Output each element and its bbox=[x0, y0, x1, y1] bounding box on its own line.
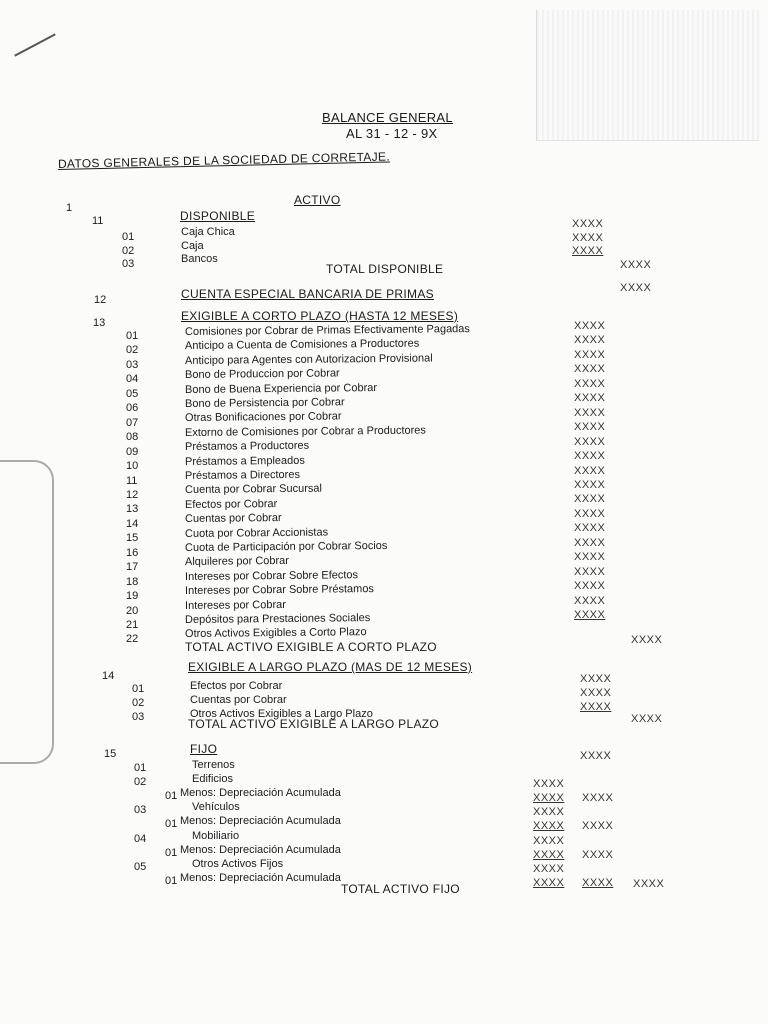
line-code: 05 bbox=[126, 387, 139, 400]
line-value: XXXX bbox=[533, 820, 565, 833]
line-code: 01 bbox=[165, 818, 178, 831]
company-subtitle: DATOS GENERALES DE LA SOCIEDAD DE CORRETAJE. bbox=[57, 149, 391, 171]
line-label: Anticipo para Agentes con Autorizacion Provisional bbox=[184, 352, 433, 367]
line-label: Bono de Produccion por Cobrar bbox=[184, 367, 340, 382]
total-fijo-label: TOTAL ACTIVO FIJO bbox=[341, 882, 460, 896]
total-corto-plazo-value: XXXX bbox=[631, 634, 663, 646]
net-value: XXXX bbox=[582, 876, 614, 889]
line-label: Intereses por Cobrar bbox=[184, 598, 286, 612]
line-code: 10 bbox=[126, 460, 139, 473]
line-label: Otros Activos Exigibles a Largo Plazo bbox=[190, 708, 373, 720]
line-code: 02 bbox=[126, 344, 139, 357]
line-code: 09 bbox=[126, 445, 139, 458]
line-code: 02 bbox=[134, 776, 147, 789]
line-value: XXXX bbox=[574, 363, 606, 376]
group-title-corto-plazo: EXIGIBLE A CORTO PLAZO (HASTA 12 MESES) bbox=[181, 309, 459, 323]
line-value: XXXX bbox=[572, 218, 604, 230]
line-value: XXXX bbox=[574, 406, 606, 419]
line-code: 03 bbox=[134, 804, 147, 817]
line-code: 22 bbox=[126, 633, 139, 646]
line-code: 04 bbox=[126, 373, 139, 386]
section-number: 1 bbox=[66, 202, 73, 214]
line-code: 14 bbox=[126, 517, 139, 530]
line-code: 01 bbox=[165, 790, 178, 803]
net-value: XXXX bbox=[582, 792, 614, 805]
line-label: Comisiones por Cobrar de Primas Efectivamente Pagadas bbox=[184, 323, 470, 338]
line-value: XXXX bbox=[574, 594, 606, 607]
line-label: Extorno de Comisiones por Cobrar a Productores bbox=[184, 424, 426, 439]
total-disponible-value: XXXX bbox=[620, 259, 652, 271]
line-value: XXXX bbox=[533, 778, 565, 791]
line-label: Préstamos a Directores bbox=[184, 468, 300, 482]
line-value: XXXX bbox=[574, 334, 606, 347]
line-value: XXXX bbox=[572, 245, 604, 257]
line-code: 03 bbox=[132, 711, 145, 723]
line-value: XXXX bbox=[574, 464, 606, 477]
line-code: 03 bbox=[126, 358, 139, 371]
line-label: Cuota por Cobrar Accionistas bbox=[184, 526, 329, 540]
line-code: 05 bbox=[134, 860, 147, 873]
binder-clip-shadow bbox=[0, 460, 54, 764]
line-code: 20 bbox=[126, 604, 139, 617]
line-label: Edificios bbox=[192, 773, 233, 786]
page-title: BALANCE GENERAL bbox=[322, 110, 453, 125]
line-label: Intereses por Cobrar Sobre Préstamos bbox=[184, 583, 374, 598]
line-value: XXXX bbox=[580, 687, 612, 699]
line-value: XXXX bbox=[574, 565, 606, 578]
line-value: XXXX bbox=[580, 750, 612, 762]
line-value: XXXX bbox=[574, 421, 606, 434]
total-corto-plazo-label: TOTAL ACTIVO EXIGIBLE A CORTO PLAZO bbox=[185, 640, 437, 654]
line-value: XXXX bbox=[574, 507, 606, 520]
group-title-fijo: FIJO bbox=[190, 742, 218, 756]
line-value: XXXX bbox=[574, 392, 606, 405]
line-code: 04 bbox=[134, 832, 147, 845]
line-code: 19 bbox=[126, 590, 139, 603]
line-value: XXXX bbox=[533, 834, 565, 847]
line-value: XXXX bbox=[572, 232, 604, 244]
line-code: 06 bbox=[126, 402, 139, 415]
line-label: Menos: Depreciación Acumulada bbox=[180, 815, 341, 828]
line-label: Otros Activos Fijos bbox=[192, 857, 284, 870]
line-label: Terrenos bbox=[192, 759, 235, 771]
line-value: XXXX bbox=[574, 450, 606, 463]
line-label: Cuota de Participación por Cobrar Socios bbox=[184, 539, 388, 554]
group-title-primas: CUENTA ESPECIAL BANCARIA DE PRIMAS bbox=[181, 287, 434, 301]
group-code: 14 bbox=[102, 670, 115, 682]
line-label: Préstamos a Productores bbox=[184, 439, 310, 454]
line-value: XXXX bbox=[533, 806, 565, 819]
line-label: Efectos por Cobrar bbox=[184, 497, 278, 511]
scan-artifact bbox=[536, 10, 759, 141]
line-label: Intereses por Cobrar Sobre Efectos bbox=[184, 568, 359, 583]
line-value: XXXX bbox=[533, 876, 565, 889]
line-code: 02 bbox=[132, 697, 145, 709]
line-value: XXXX bbox=[574, 435, 606, 448]
section-activo: ACTIVO bbox=[294, 193, 341, 207]
line-label: Bancos bbox=[181, 253, 218, 265]
line-value: XXXX bbox=[533, 848, 565, 861]
pen-mark bbox=[14, 33, 56, 56]
total-largo-plazo-label: TOTAL ACTIVO EXIGIBLE A LARGO PLAZO bbox=[188, 717, 440, 731]
line-label: Alquileres por Cobrar bbox=[184, 555, 289, 569]
line-code: 11 bbox=[126, 474, 138, 487]
line-label: Vehículos bbox=[192, 801, 240, 814]
line-value: XXXX bbox=[533, 862, 565, 875]
group-title-disponible: DISPONIBLE bbox=[180, 209, 256, 223]
line-label: Otros Activos Exigibles a Corto Plazo bbox=[184, 626, 367, 641]
net-value: XXXX bbox=[582, 848, 614, 861]
balance-date: AL 31 - 12 - 9X bbox=[346, 126, 438, 141]
primas-value: XXXX bbox=[620, 282, 652, 294]
line-value: XXXX bbox=[574, 536, 606, 549]
line-code: 15 bbox=[126, 532, 139, 545]
line-code: 12 bbox=[126, 488, 139, 501]
line-value: XXXX bbox=[574, 493, 606, 506]
line-code: 01 bbox=[122, 231, 135, 243]
line-code: 01 bbox=[134, 762, 147, 774]
line-code: 16 bbox=[126, 546, 139, 559]
line-value: XXXX bbox=[574, 377, 606, 390]
line-label: Mobiliario bbox=[192, 829, 240, 842]
line-value: XXXX bbox=[580, 673, 612, 685]
line-label: Préstamos a Empleados bbox=[184, 454, 305, 468]
line-label: Menos: Depreciación Acumulada bbox=[180, 871, 341, 884]
group-title-largo-plazo: EXIGIBLE A LARGO PLAZO (MAS DE 12 MESES) bbox=[188, 660, 473, 674]
line-code: 01 bbox=[126, 330, 139, 342]
line-value: XXXX bbox=[574, 522, 606, 535]
line-label: Menos: Depreciación Acumulada bbox=[180, 787, 341, 800]
line-label: Caja Chica bbox=[181, 226, 235, 238]
line-label: Anticipo a Cuenta de Comisiones a Productores bbox=[184, 337, 420, 353]
line-value: XXXX bbox=[574, 609, 606, 621]
line-value: XXXX bbox=[533, 792, 565, 805]
group-code: 15 bbox=[104, 748, 117, 760]
line-label: Caja bbox=[181, 240, 204, 252]
line-code: 21 bbox=[126, 619, 139, 631]
line-code: 08 bbox=[126, 431, 139, 444]
line-label: Cuenta por Cobrar Sucursal bbox=[184, 482, 323, 497]
total-disponible-label: TOTAL DISPONIBLE bbox=[326, 262, 444, 276]
net-value: XXXX bbox=[582, 820, 614, 833]
line-label: Bono de Persistencia por Cobrar bbox=[184, 396, 345, 410]
line-value: XXXX bbox=[574, 348, 606, 361]
line-value: XXXX bbox=[574, 320, 606, 332]
line-label: Bono de Buena Experiencia por Cobrar bbox=[184, 381, 378, 396]
line-code: 01 bbox=[165, 846, 178, 859]
line-code: 18 bbox=[126, 575, 139, 588]
line-value: XXXX bbox=[574, 478, 606, 491]
line-code: 03 bbox=[122, 258, 135, 270]
total-fijo-value: XXXX bbox=[633, 878, 665, 890]
line-label: Menos: Depreciación Acumulada bbox=[180, 843, 341, 856]
line-code: 02 bbox=[122, 245, 135, 257]
line-label: Cuentas por Cobrar bbox=[184, 512, 282, 526]
line-code: 07 bbox=[126, 416, 139, 429]
line-value: XXXX bbox=[580, 701, 612, 713]
line-label: Efectos por Cobrar bbox=[190, 680, 283, 692]
line-label: Depósitos para Prestaciones Sociales bbox=[184, 612, 371, 626]
line-code: 17 bbox=[126, 561, 139, 574]
group-code: 11 bbox=[92, 215, 104, 227]
group-code: 12 bbox=[94, 294, 107, 306]
line-code: 13 bbox=[126, 503, 139, 516]
line-label: Otras Bonificaciones por Cobrar bbox=[184, 410, 342, 425]
line-value: XXXX bbox=[574, 551, 606, 564]
group-code: 13 bbox=[93, 317, 106, 329]
line-label: Cuentas por Cobrar bbox=[190, 694, 287, 706]
line-code: 01 bbox=[165, 874, 178, 887]
total-largo-plazo-value: XXXX bbox=[631, 713, 663, 725]
line-value: XXXX bbox=[574, 580, 606, 593]
line-code: 01 bbox=[132, 683, 145, 695]
